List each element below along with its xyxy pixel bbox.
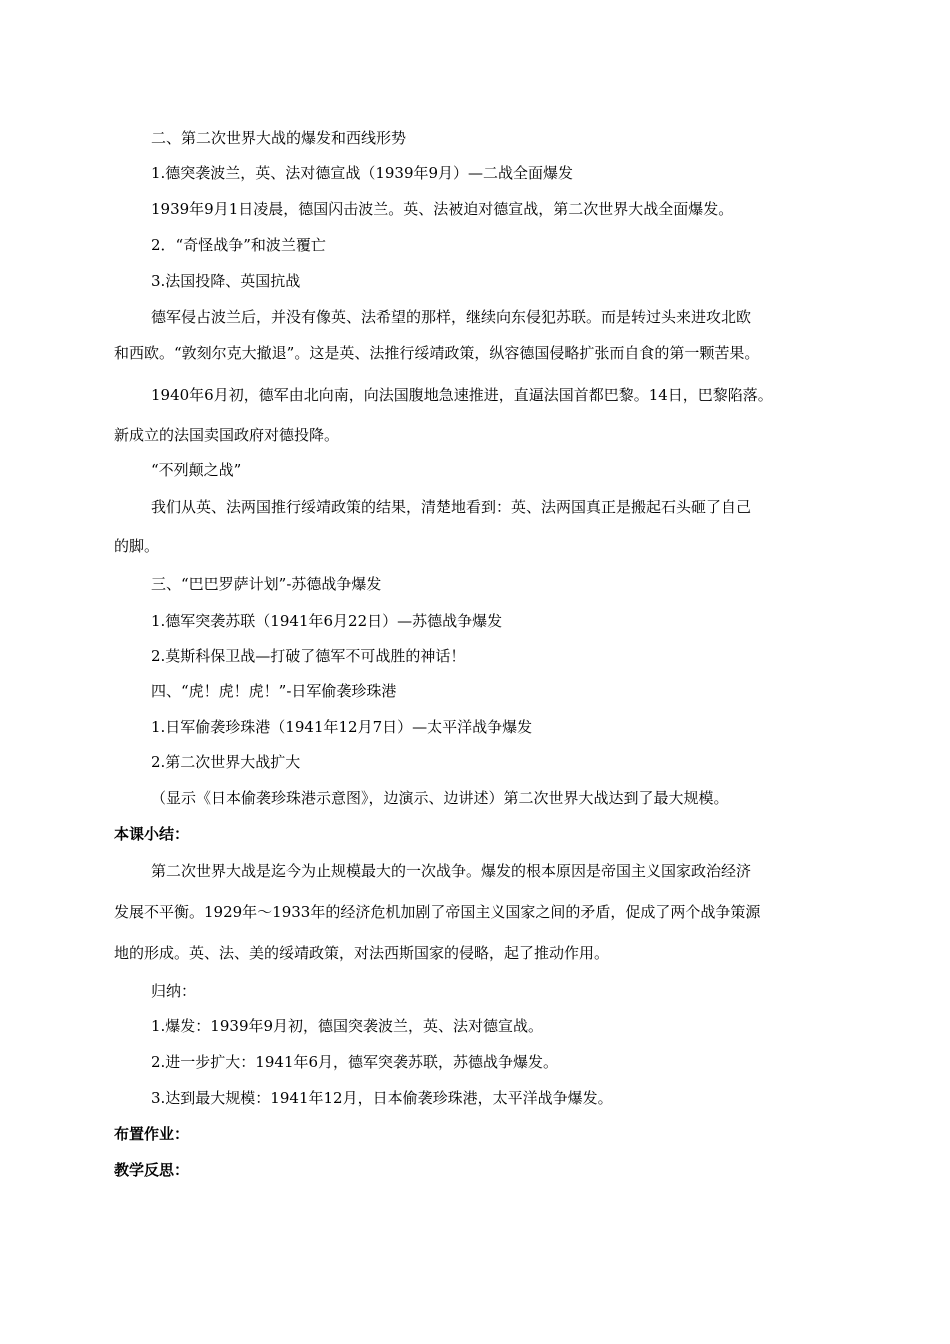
paragraph: 第二次世界大战是迄今为止规模最大的一次战争。爆发的根本原因是帝国主义国家政治经济 <box>151 862 752 880</box>
subheading: 1.日军偷袭珍珠港（1941年12月7日）—太平洋战争爆发 <box>151 718 533 736</box>
subheading: 1.德突袭波兰，英、法对德宣战（1939年9月）—二战全面爆发 <box>151 164 574 182</box>
reflection-heading: 教学反思： <box>114 1161 190 1179</box>
paragraph: 1940年6月初，德军由北向南，向法国腹地急速推进，直逼法国首都巴黎。14日，巴黎陷落。 <box>151 386 773 404</box>
list-item: 1.爆发：1939年9月初，德国突袭波兰，英、法对德宣战。 <box>151 1017 544 1035</box>
paragraph-continued: 地的形成。英、法、美的绥靖政策，对法西斯国家的侵略，起了推动作用。 <box>114 944 610 962</box>
subheading: 1.德军突袭苏联（1941年6月22日）—苏德战争爆发 <box>151 612 503 630</box>
section-heading-3: 三、“巴巴罗萨计划”-苏德战争爆发 <box>151 575 382 593</box>
list-item: 3.达到最大规模：1941年12月，日本偷袭珍珠港，太平洋战争爆发。 <box>151 1089 613 1107</box>
paragraph: 1939年9月1日凌晨，德国闪击波兰。英、法被迫对德宣战，第二次世界大战全面爆发。 <box>151 200 734 218</box>
summary-heading: 本课小结： <box>114 825 190 843</box>
paragraph: 德军侵占波兰后，并没有像英、法希望的那样，继续向东侵犯苏联。而是转过头来进攻北欧 <box>151 308 752 326</box>
subheading: “不列颠之战” <box>151 461 242 479</box>
subheading: 3.法国投降、英国抗战 <box>151 272 301 290</box>
paragraph-continued: 新成立的法国卖国政府对德投降。 <box>114 426 340 444</box>
paragraph-continued: 的脚。 <box>114 537 160 555</box>
paragraph: 我们从英、法两国推行绥靖政策的结果，清楚地看到：英、法两国真正是搬起石头砸了自己 <box>151 498 752 516</box>
homework-heading: 布置作业： <box>114 1125 190 1143</box>
subheading: 2.第二次世界大战扩大 <box>151 753 301 771</box>
paragraph: （显示《日本偷袭珍珠港示意图》，边演示、边讲述）第二次世界大战达到了最大规模。 <box>151 789 729 807</box>
section-heading-4: 四、“虎！虎！虎！”-日军偷袭珍珠港 <box>151 682 397 700</box>
paragraph-continued: 发展不平衡。1929年～1933年的经济危机加剧了帝国主义国家之间的矛盾，促成了两个战争策源 <box>114 903 761 921</box>
subheading: 2．“奇怪战争”和波兰覆亡 <box>151 236 326 254</box>
subheading: 2.莫斯科保卫战—打破了德军不可战胜的神话！ <box>151 647 466 665</box>
list-item: 2.进一步扩大：1941年6月，德军突袭苏联，苏德战争爆发。 <box>151 1053 559 1071</box>
paragraph-continued: 和西欧。“敦刻尔克大撤退”。这是英、法推行绥靖政策，纵容德国侵略扩张而自食的第一颗苦果。 <box>114 344 760 362</box>
subheading: 归纳： <box>151 982 197 1000</box>
section-heading-2: 二、第二次世界大战的爆发和西线形势 <box>151 129 407 147</box>
